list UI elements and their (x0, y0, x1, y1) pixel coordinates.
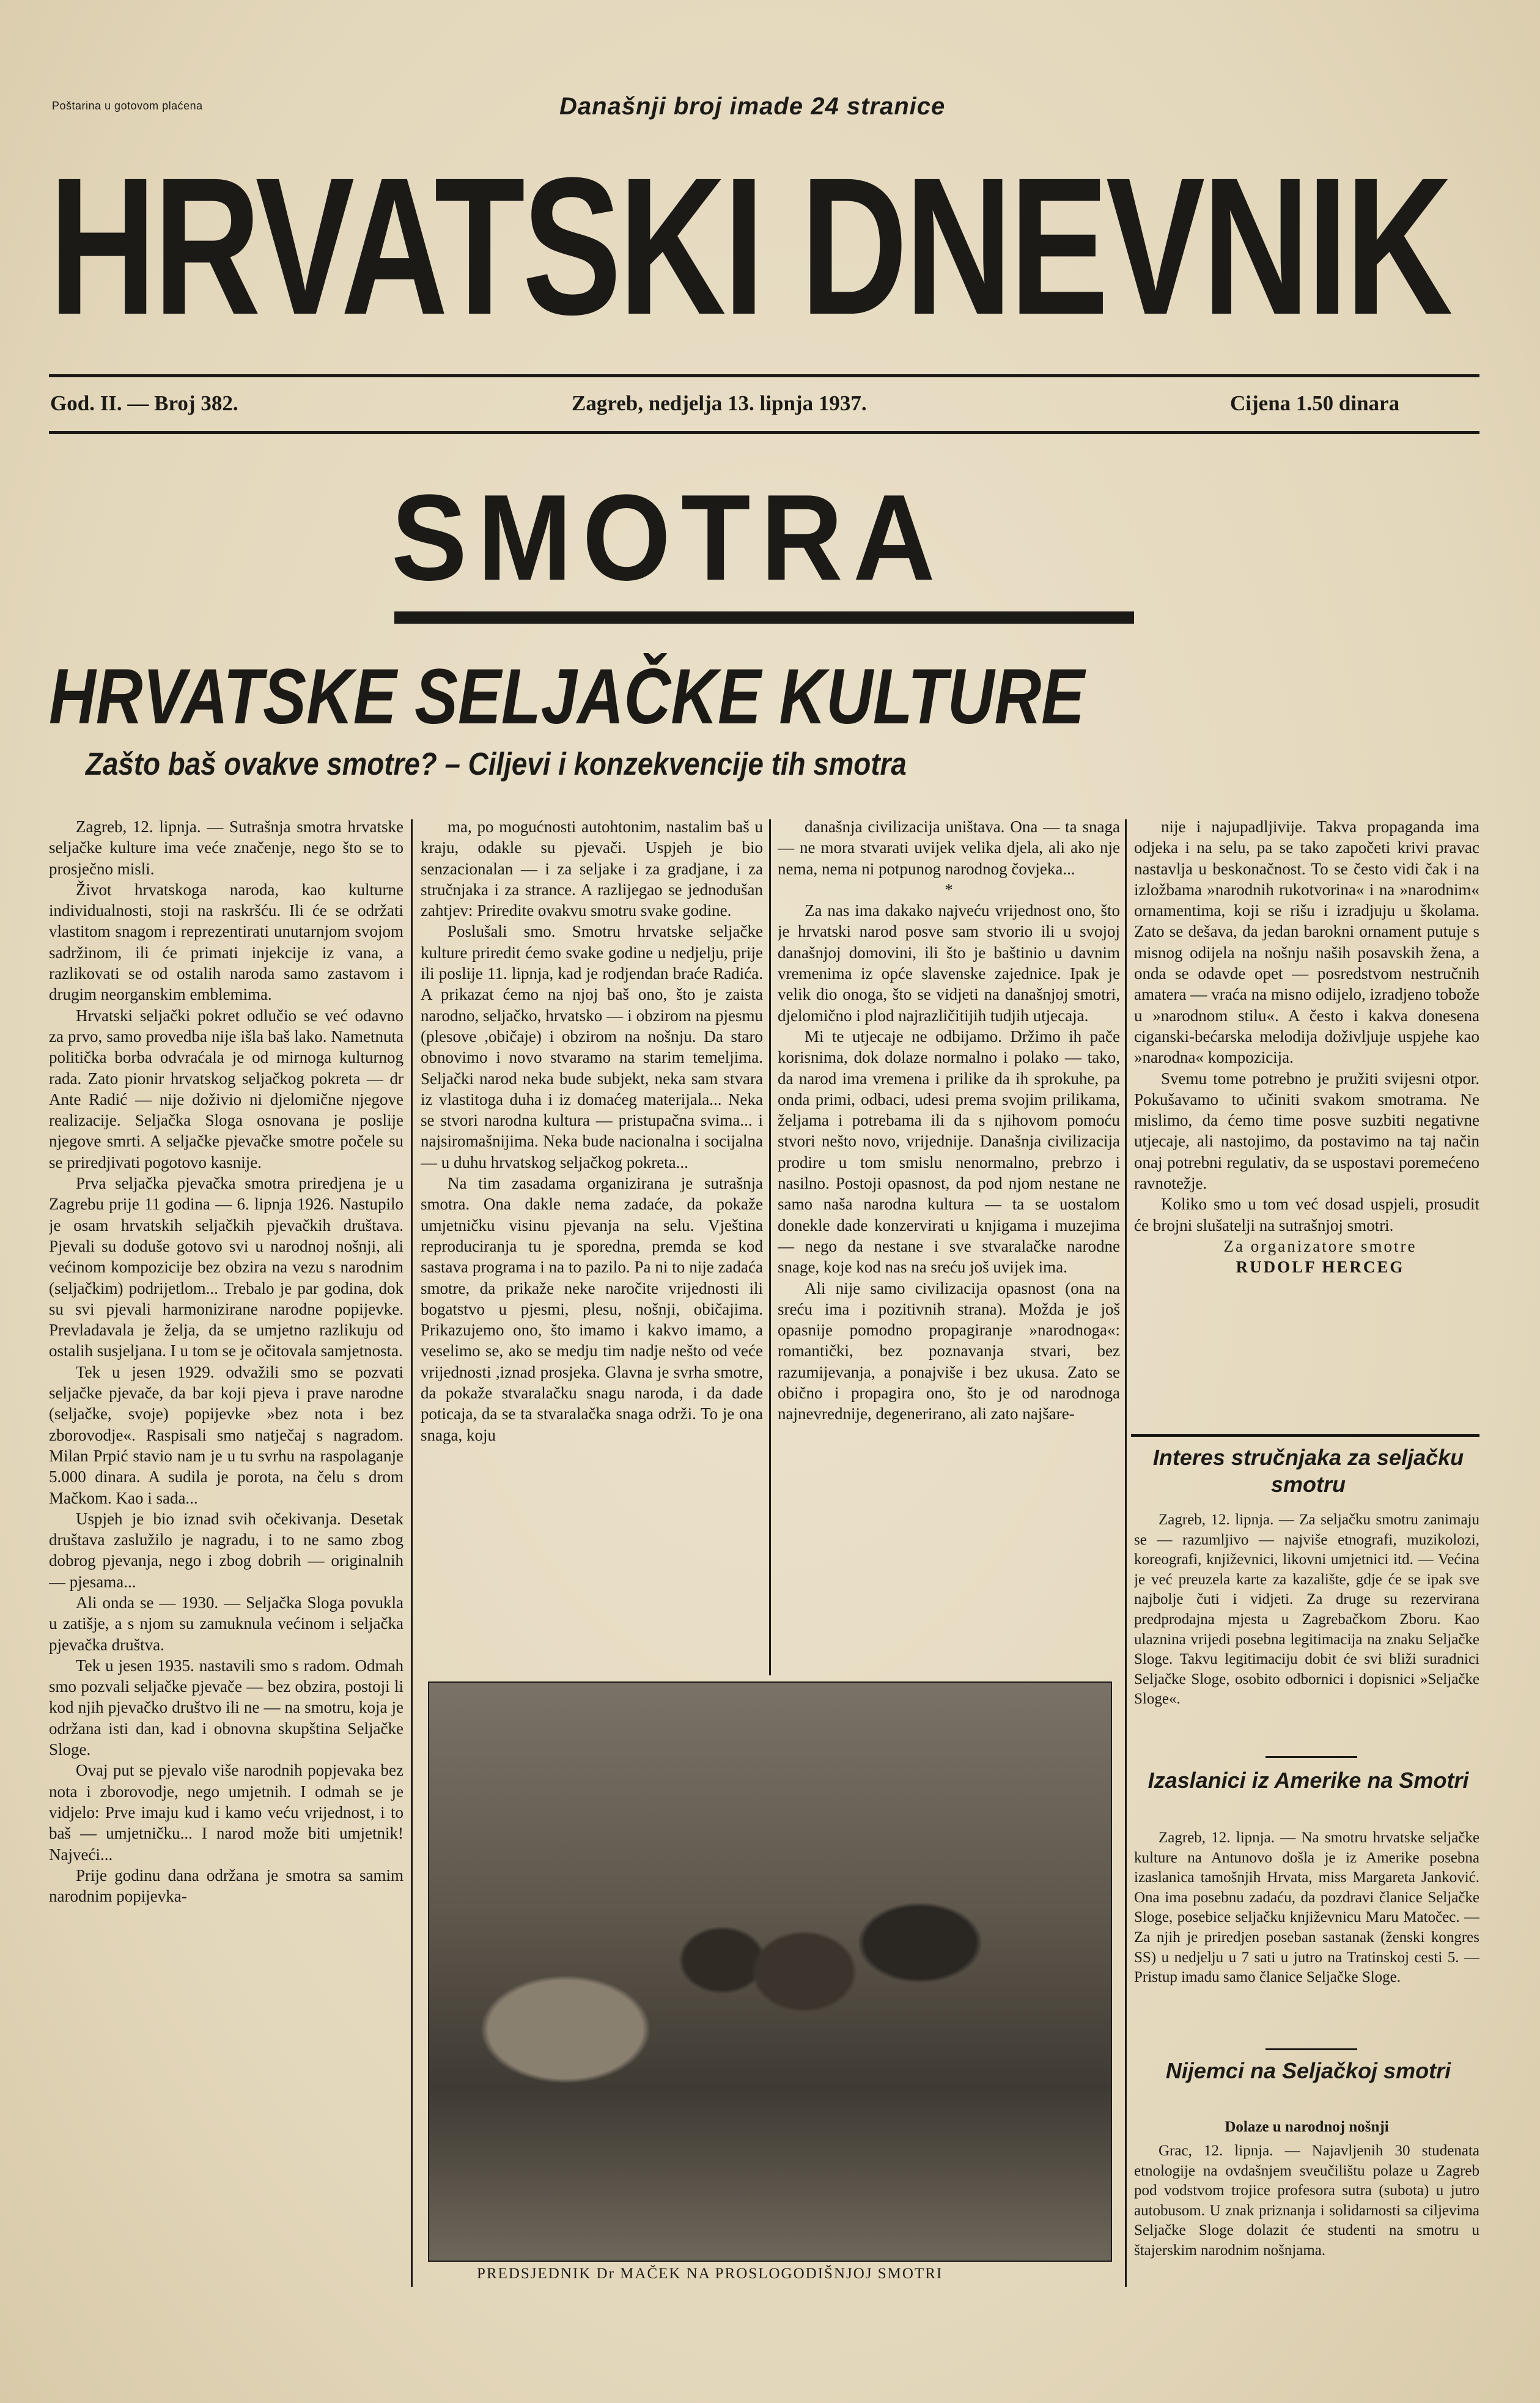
second-headline: HRVATSKE SELJAČKE KULTURE (49, 653, 1085, 740)
paragraph: Tek u jesen 1929. odvažili smo se pozvati seljačke pjevače, da bar koji pjeva i prave narodne (seljačke, svoje) popijevke »bez nota i bez zborovodje«. Raspisali smo natječaj s nagradom. Milan Prpić stavio nam je u tu svrhu na raspolaganje 5.000 dinara. A sudila je porota, na čelu s drom Mačkom. Kao i sada... (49, 1362, 403, 1507)
sidebar-headline-2: Izaslanici iz Amerike na Smotri (1148, 1768, 1469, 1793)
sidebar-text-3 (1134, 2141, 1479, 2300)
column-divider (411, 819, 413, 2287)
paragraph: Uspjeh je bio iznad svih očekivanja. Desetak društava zaslužilo je nagradu, i to ne samo zbog dobrog pjevanja, nego i zbog dobrih — originalnih — pjesama... (49, 1509, 403, 1591)
paragraph: Ali onda se — 1930. — Seljačka Sloga povukla u zatišje, a s njom su zamuknula većinom i seljačka pjevačka društva. (49, 1593, 403, 1654)
paragraph: Za nas ima dakako najveću vrijednost ono, što je hrvatski narod posve sam stvorio ili u svojoj današnjoj domovini, ili što je baštinio u davnim vremenima iz opće slavenske zajednice. Ipak je velik dio onoga, što se vidjeti na današnjoj smotri, djelomično i plod najrazličitijih tudjih utjecaja. (778, 901, 1120, 1025)
paragraph: Poslušali smo. Smotru hrvatske seljačke kulture priredit ćemo svake godine u nedjelju, prije ili poslije 11. lipnja, kad je rodjendan braće Radića. A prikazat ćemo na njoj baš ono, što je zaista narodno, seljačko, hrvatsko — i obzirom na pjesmu (plesove ,običaje) i obzirom na nošnju. Da staro obnovimo i novo stvaramo na starim temeljima. Seljački narod neka bude subjekt, neka sam stvara iz vlastitoga duha i iz domaćeg materijala... Neka se stvori narodna kultura — pristupačna svima... i najsiromašnijima. Neka bude nacionalna i socijalna — u duhu hrvatskog seljačkog pokreta... (421, 922, 763, 1172)
issue-number: God. II. — Broj 382. (50, 391, 238, 415)
page-count-note: Današnji broj imade 24 stranice (559, 93, 946, 120)
paragraph: Koliko smo u tom već dosad uspjeli, prosudit će brojni slušatelji na sutrašnjoj smotri. (1134, 1195, 1479, 1235)
article-column-2 (421, 816, 763, 1675)
sidebar-text-2 (1134, 1828, 1479, 2048)
paragraph: Zagreb, 12. lipnja. — Na smotru hrvatske seljačke kulture na Antunovo došla je iz Amerike posebna izaslanica tamošnjih Hrvata, miss Margareta Janković. Ona ima posebnu zadaću, da pozdravi članice Seljačke Sloge, posebice seljačku književnicu Maru Matočec. — Za njih je priredjen poseban sastanak (ženski kongres SS) u nedjelju u 7 sati u jutro na Tratinskoj cesti 5. — Pristup imadu samo članice Seljačke Sloge. (1134, 1829, 1479, 1986)
masthead-rule-bottom (49, 431, 1479, 434)
signature-name: RUDOLF HERCEG (1236, 1258, 1405, 1277)
news-photo (428, 1681, 1112, 2262)
article-column-4 (1134, 816, 1479, 1428)
sidebar-rule (1131, 1434, 1479, 1437)
sidebar-subheadline-3: Dolaze u narodnoj nošnji (1225, 2119, 1389, 2135)
paragraph: Grac, 12. lipnja. — Najavljenih 30 studenata etnologije na ovdašnjem sveučilištu polaze u Zagreb pod vodstvom trojice profesora sutra (subota) u jutro autobusom. U znak priznanja i solidarnosti sa ciljevima Seljačke Sloge dolazit će studenti na smotru u štajerskim narodnim nošnjama. (1134, 2143, 1479, 2259)
paragraph: Prva seljačka pjevačka smotra priredjena je u Zagrebu prije 11 godina — 6. lipnja 1926. Nastupilo je osam hrvatskih seljačkih pjevačkih društava. Pjevali su doduše gotovo svi u narodnoj nošnji, ali većinom kompozicije bez obzira na vezu s narodnim (seljačkim) podrijetlom... Trebalo je par godina, dok su svi pjevali harmonizirane narodne popijevke. Prevladavala je želja, da se umjetno razlikuju od ostalih susjeljana. I u tom se je očitovala samjetnosta. (49, 1174, 403, 1360)
paragraph: Hrvatski seljački pokret odlučio se već odavno za prvo, samo provedba nije išla baš lako. Nametnuta politička borba odvraćala je od mirnoga kulturnog rada. Zato pionir hrvatskog seljačkog pokreta — dr Ante Radić — nije doživio ni djelomične njegove realizacije. Seljačka Sloga osnovana je poslije njegove smrti. A seljačke pjevačke smotre počele su se priredjivati pogotovo kasnije. (49, 1006, 403, 1172)
paragraph: nije i najupadljivije. Takva propaganda ima odjeka i na selu, pa se tako započeti krivi pravac nastavlja u beskonačnost. To se često vidi čak i na izložbama »narodnih rukotvorina« i na »narodnim« ornamentima, koji se rišu i izradjuju u školama. Zato se dešava, da jedan barokni ornament putuje s misnog odijela na nošnju naših posavskih žena, a onda se odavde opet — posredstvom nestručnih amatera — vraća na misno odijelo, izradjeno tobože u »narodnom stilu«. A često i kakva donesena ciganski-bećarska melodija doživljuje uspjehe kao »narodna« kompozicija. (1134, 818, 1479, 1067)
section-separator: * (945, 880, 953, 899)
paragraph: Mi te utjecaje ne odbijamo. Držimo ih pače korisnima, dok dolaze normalno i polako — tako, da narod ima vremena i prilike da ih sprokuhe, pa onda primi, odbaci, udesi prema svojim prilikama, željama i potrebama ili da s njihovom pomoću stvori nešto novo, vrijednije. Današnja civilizacija prodire u tom smislu nenormalno, prebrzo i nasilno. Postoji opasnost, da pod njom nestane ne samo naša narodna kultura — ta se uostalom donekle dade konzervirati u knjigama i muzejima — nego da nestane i sve stvaralačke narodne snage, koje kod nas na sreću još uvijek ima. (778, 1027, 1120, 1277)
article-column-1 (49, 816, 403, 2296)
photo-caption: PREDSJEDNIK Dr MAČEK NA PROSLOGODIŠNJOJ SMOTRI (477, 2265, 943, 2282)
paragraph: ma, po mogućnosti autohtonim, nastalim baš u kraju, odakle su pjevači. Uspjeh je bio senzacionalan — i za seljake i za gradjane, i za stručnjaka i za strance. A razlijegao se jednodušan zahtjev: Priredite ovakvu smotru svake godine. (421, 818, 763, 920)
paragraph: Ali nije samo civilizacija opasnost (ona na sreću ima i pozitivnih strana). Možda je još opasnije pomodno propagiranje »narodnoga«: romantički, bez poznavanja stvari, bez razumijevanja, a ponajviše i bez ukusa. Zato se obično i propagira ono, što je od narodnoga najnevrednije, degenerirano, ali zato najšare- (778, 1279, 1120, 1423)
paragraph: Ovaj put se pjevalo više narodnih popjevaka bez nota i zborovodje, nego umjetnih. I odmah se je vidjelo: Prve imaju kud i kamo veću vrijednost, i to baš — umjetničku... I narod može biti umjetnik! Najveći... (49, 1761, 403, 1864)
paragraph: današnja civilizacija uništava. Ona — ta snaga — ne mora stvarati uvijek velika djela, ali ako nje nema, nema ni potpunog narodnog čovjeka... (778, 818, 1120, 878)
main-headline: SMOTRA (391, 470, 946, 606)
sidebar-headline-1: Interes stručnjaka za seljačku smotru (1152, 1445, 1464, 1497)
postage-note: Poštarina u gotovom plaćena (52, 100, 203, 112)
paragraph: Zagreb, 12. lipnja. — Za seljačku smotru zanimaju se — razumljivo — najviše etnografi, muzikolozi, koreografi, književnici, likovni umjetnici itd. — Većina je već preuzela karte za kazalište, gdje će se ipak sve najbolje čuti i vidjeti. Za druge su rezervirana predprodajna mjesta u Zagrebačkom Zboru. Kao ulaznina vrijedi posebna legitimacija na znaku Seljačke Sloge. Takvu legitimaciju dobit će svi bliži suradnici Seljačke Sloge, osobito odbornici i dopisnici »Seljačke Sloge«. (1134, 1512, 1479, 1708)
paragraph: Svemu tome potrebno je pružiti svijesni otpor. Pokušavamo to učiniti svakom smotrama. Ne mislimo, da ćemo time posve suzbiti negativne utjecaje, ali nastojimo, da postavimo na taj način onaj potrebni regulativ, da se uspostavi poremećeno ravnotežje. (1134, 1069, 1479, 1193)
sidebar-divider (1266, 1756, 1357, 1758)
paragraph: Tek u jesen 1935. nastavili smo s radom. Odmah smo pozvali seljačke pjevače — bez obzira, postoji li kod njih pjevačko društvo ili ne — na smotru, koja je održana isti dan, kad i obnovna skupština Seljačke Sloge. (49, 1656, 403, 1759)
column-divider (1125, 819, 1127, 2287)
paragraph: Prije godinu dana održana je smotra sa samim narodnim popijevka- (49, 1866, 403, 1906)
headline-underline (394, 611, 1134, 624)
issue-price: Cijena 1.50 dinara (1230, 391, 1400, 415)
masthead-rule-top (49, 374, 1479, 377)
masthead-title: HRVATSKI DNEVNIK (49, 136, 1450, 355)
paragraph: Zagreb, 12. lipnja. — Sutrašnja smotra hrvatske seljačke kulture ima veće značenje, nego što se to prosječno misli. (49, 818, 403, 878)
signature-intro: Za organizatore smotre (1223, 1236, 1417, 1255)
subheadline: Zašto baš ovakve smotre? – Ciljevi i konzekvencije tih smotra (86, 747, 907, 782)
issue-date: Zagreb, nedjelja 13. lipnja 1937. (572, 391, 867, 415)
sidebar-headline-3: Nijemci na Seljačkoj smotri (1165, 2058, 1451, 2083)
paragraph: Život hrvatskoga naroda, kao kulturne individualnosti, stoji na raskršću. Ili će se održati vlastitom snagom i reprezentirati unutarnjom svojom sadržinom, ili će primati injekcije iz vana, a razlikovati se od ostalih naroda samo zastavom i drugim neorganskim emblemima. (49, 880, 403, 1004)
column-divider (769, 819, 771, 1675)
paragraph: Na tim zasadama organizirana je sutrašnja smotra. Ona dakle nema zadaće, da pokaže umjetničku visinu pjevanja na selu. Vještina reproduciranja tu je sporedna, premda se kod sastava programa i na to pazilo. Pa ni to nije zadaća smotre, da prikaže neke naročite vrijednosti ili bogatstvo u pjesmi, plesu, nošnji, običajima. Prikazujemo ono, što imamo i kakvo imamo, a veselimo se, ako se medju tim nadje nešto od veće vrijednosti ,iznad prosjeka. Glavna je svrha smotre, da pokaže stvaralačku snagu naroda, i da dade poticaja, da se ta stvaralačka snaga održi. To je ona snaga, koju (421, 1174, 763, 1444)
sidebar-text-1 (1134, 1510, 1479, 1752)
article-column-3 (778, 816, 1120, 1675)
sidebar-divider (1266, 2048, 1357, 2050)
